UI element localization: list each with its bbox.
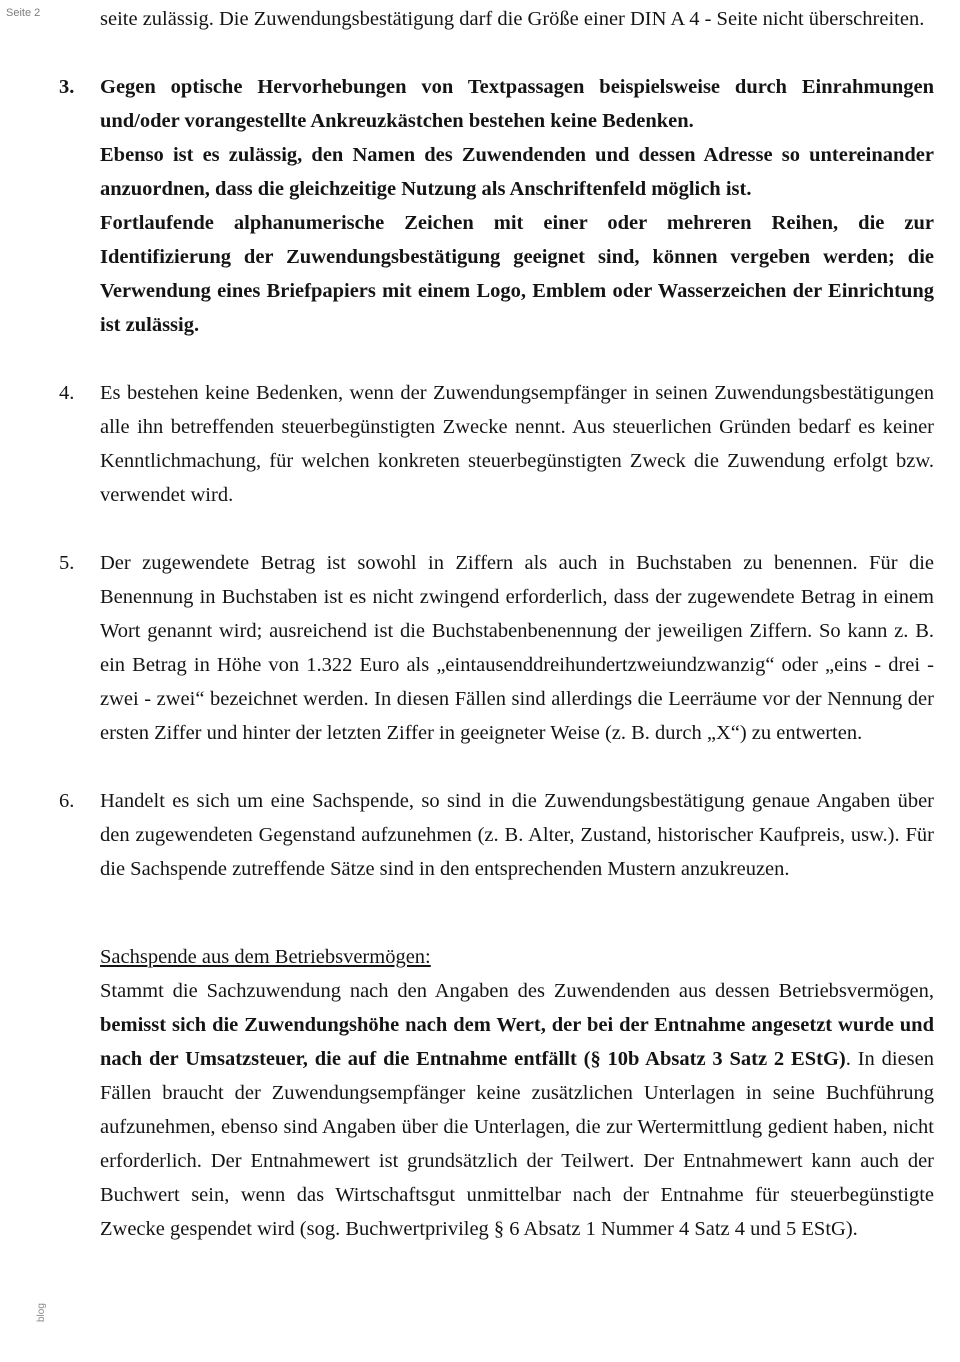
text-run: Stammt die Sachzuwendung nach den Angaben des Zuwendenden aus dessen Betriebsvermögen,: [100, 980, 934, 1002]
item-body: [100, 70, 934, 342]
text-run: Der zugewendete Betrag ist sowohl in Ziffern als auch in Buchstaben zu benennen. Für die Benennung in Buchstaben ist es nicht zwingend erforderlich, dass der zugewendete Betrag in einem Wort genannt wird; ausreichend ist die Buchstabenbenennung der jeweiligen Ziffern. So kann z. B. ein Betrag in Höhe von 1.322 Euro als „eintausenddreihundertzweiundzwanzig“ oder „eins - drei - zwei - zwei“ bezeichnet werden. In diesen Fällen sind allerdings die Leerräume vor der Nennung der ersten Ziffer und hinter der letzten Ziffer in geeigneter Weise (z. B. durch „X“) zu entwerten.: [100, 552, 934, 744]
numbered-item: [59, 546, 934, 750]
page-watermark: blog: [36, 1303, 47, 1322]
paragraph: [100, 70, 934, 138]
paragraph: [100, 376, 934, 512]
text-run: Es bestehen keine Bedenken, wenn der Zuwendungsempfänger in seinen Zuwendungsbestätigungen alle ihn betreffenden steuerbegünstigten Zwecke nennt. Aus steuerlichen Gründen bedarf es keiner Kenntlichmachung, für welchen konkreten steuerbegünstigten Zweck die Zuwendung erfolgt bzw. verwendet wird.: [100, 382, 934, 506]
item-body: [100, 546, 934, 750]
text-run: Handelt es sich um eine Sachspende, so sind in die Zuwendungsbestätigung genaue Angaben über den zugewendeten Gegenstand aufzunehmen (z. B. Alter, Zustand, historischer Kaufpreis, usw.). Für die Sachspende zutreffende Sätze sind in den entsprechenden Mustern anzukreuzen.: [100, 790, 934, 880]
item-number: 5.: [59, 552, 75, 574]
section-heading: Sachspende aus dem Betriebsvermögen:: [100, 946, 431, 968]
page-number-margin-label: Seite 2: [6, 7, 41, 19]
paragraph: [100, 974, 934, 1246]
paragraph: [100, 784, 934, 886]
text-run: . In diesen Fällen braucht der Zuwendungsempfänger keine zusätzlichen Unterlagen in seine Buchführung aufzunehmen, ebenso sind Angaben über die Unterlagen, die zur Wertermittlung gedient haben, nicht erforderlich. Der Entnahmewert ist grundsätzlich der Teilwert. Der Entnahmewert kann auch der Buchwert sein, wenn das Wirtschaftsgut unmittelbar nach der Entnahme für steuerbegünstigte Zwecke gespendet wird (sog. Buchwertprivileg § 6 Absatz 1 Nummer 4 Satz 4 und 5 EStG).: [100, 1048, 935, 1240]
numbered-list: [59, 70, 934, 886]
text-run: bemisst sich die Zuwendungshöhe nach dem Wert, der bei der Entnahme angesetzt wurde und nach der Umsatzsteuer, die auf die Entnahme entfällt (§ 10b Absatz 3 Satz 2 EStG): [100, 1014, 934, 1070]
item-body: [100, 376, 934, 512]
item-number: 4.: [59, 382, 75, 404]
numbered-item: [59, 784, 934, 886]
text-run: Gegen optische Hervorhebungen von Textpassagen beispielsweise durch Einrahmungen und/oder vorangestellte Ankreuzkästchen bestehen keine Bedenken.: [100, 76, 934, 132]
intro-paragraph: seite zulässig. Die Zuwendungsbestätigung darf die Größe einer DIN A 4 - Seite nicht überschreiten.: [100, 8, 925, 30]
numbered-item: [59, 70, 934, 342]
paragraph: [100, 206, 934, 342]
text-run: Fortlaufende alphanumerische Zeichen mit einer oder mehreren Reihen, die zur Identifizierung der Zuwendungsbestätigung geeignet sind, können vergeben werden; die Verwendung eines Briefpapiers mit einem Logo, Emblem oder Wasserzeichen der Einrichtung ist zulässig.: [100, 212, 934, 336]
item-body: [100, 784, 934, 886]
item-number: 6.: [59, 790, 75, 812]
numbered-item: [59, 376, 934, 512]
section-body: [100, 974, 934, 1246]
paragraph: [100, 138, 934, 206]
text-run: Ebenso ist es zulässig, den Namen des Zuwendenden und dessen Adresse so untereinander anzuordnen, dass die gleichzeitige Nutzung als Anschriftenfeld möglich ist.: [100, 144, 934, 200]
paragraph: [100, 546, 934, 750]
item-number: 3.: [59, 76, 75, 98]
